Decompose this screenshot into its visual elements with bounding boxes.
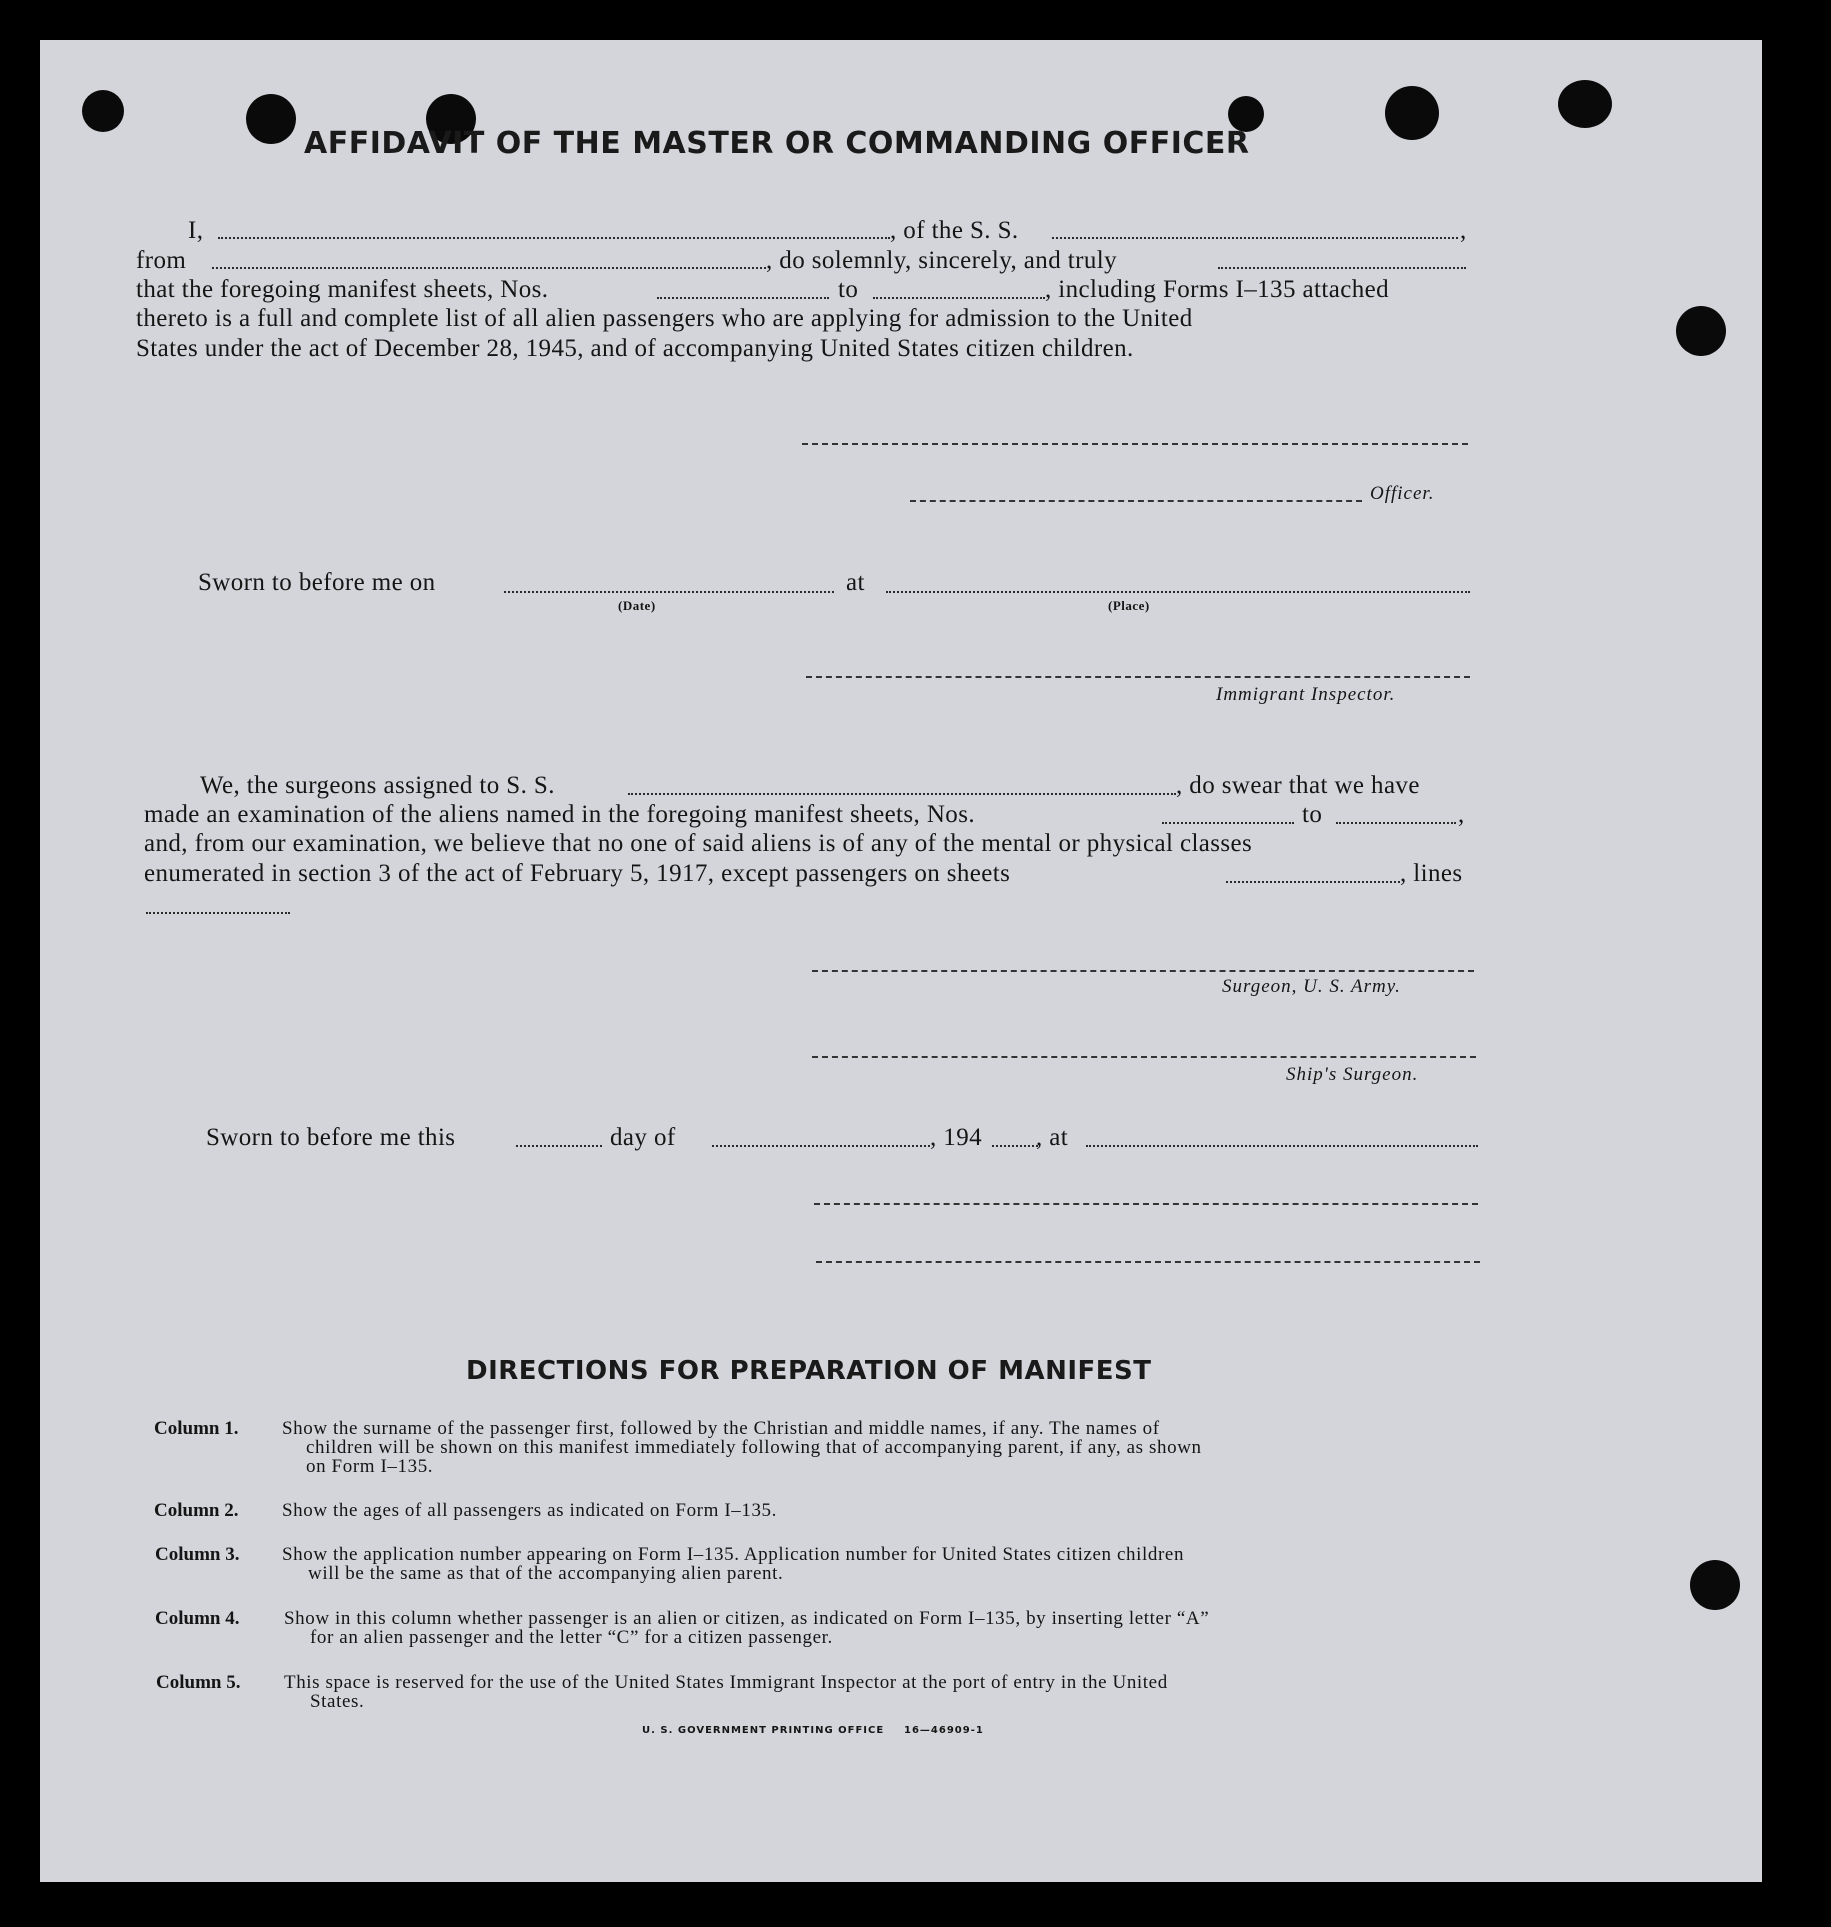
port-from-field[interactable]: [212, 267, 766, 269]
inspector-label: Immigrant Inspector.: [1216, 684, 1396, 705]
direction-label: Column 2.: [154, 1500, 239, 1521]
date-caption: (Date): [618, 598, 656, 613]
direction-label: Column 1.: [154, 1418, 239, 1439]
direction-text: on Form I–135.: [306, 1456, 434, 1477]
surgeons-text: , lines: [1400, 860, 1463, 887]
ship-name-field[interactable]: [1052, 237, 1458, 239]
except-lines-field[interactable]: [146, 912, 290, 914]
direction-text: Show the application number appearing on Form I–135. Application number for United States citizen children: [282, 1544, 1185, 1565]
affidavit-text: from: [136, 247, 187, 274]
surgeons-text: ,: [1458, 801, 1465, 828]
sworn-text: Sworn to before me this: [206, 1124, 456, 1151]
officer-label: Officer.: [1370, 483, 1435, 504]
sworn-day-field[interactable]: [516, 1145, 602, 1147]
punch-hole: [1676, 306, 1726, 356]
direction-text: States.: [310, 1691, 365, 1712]
sworn-year-field[interactable]: [992, 1145, 1038, 1147]
army-surgeon-label: Surgeon, U. S. Army.: [1222, 976, 1401, 997]
officer-title-line[interactable]: [910, 500, 1362, 502]
surgeons-text: and, from our examination, we believe that no one of said aliens is of any of the mental or physical classes: [144, 830, 1253, 857]
oath-field[interactable]: [1218, 267, 1466, 269]
affidavit-text: , of the S. S.: [890, 217, 1019, 244]
except-sheets-field[interactable]: [1226, 881, 1400, 883]
direction-text: children will be shown on this manifest immediately following that of accompanying parent, if any, as shown: [306, 1437, 1202, 1458]
direction-label: Column 3.: [155, 1544, 240, 1565]
army-surgeon-signature-line[interactable]: [812, 970, 1474, 972]
sworn-text: at: [846, 569, 865, 596]
officer-signature-line[interactable]: [802, 443, 1468, 445]
surgeons-text: enumerated in section 3 of the act of February 5, 1917, except passengers on sheets: [144, 860, 1011, 887]
affidavit-text: ,: [1460, 217, 1467, 244]
sheet-from-field[interactable]: [657, 297, 829, 299]
punch-hole: [1690, 1560, 1740, 1610]
signature-line[interactable]: [814, 1203, 1478, 1205]
surgeon-sheet-from-field[interactable]: [1162, 822, 1294, 824]
affidavit-text: , do solemnly, sincerely, and truly: [766, 247, 1117, 274]
direction-text: for an alien passenger and the letter “C” for a citizen passenger.: [310, 1627, 833, 1648]
affidavit-text: thereto is a full and complete list of all alien passengers who are applying for admission to the United: [136, 305, 1193, 332]
ship-surgeon-signature-line[interactable]: [812, 1056, 1476, 1058]
affidavit-text: States under the act of December 28, 1945, and of accompanying United States citizen children.: [136, 335, 1134, 362]
surgeon-sheet-to-field[interactable]: [1336, 822, 1456, 824]
direction-text: will be the same as that of the accompanying alien parent.: [308, 1563, 784, 1584]
affidavit-text: , including Forms I–135 attached: [1045, 276, 1389, 303]
sworn-text: Sworn to before me on: [198, 569, 436, 596]
form-code: 16—46909-1: [904, 1725, 984, 1736]
directions-title: DIRECTIONS FOR PREPARATION OF MANIFEST: [466, 1356, 1152, 1386]
affidavit-text: I,: [188, 217, 204, 244]
signature-line[interactable]: [816, 1261, 1480, 1263]
surgeons-text: to: [1302, 801, 1323, 828]
inspector-signature-line[interactable]: [806, 676, 1470, 678]
sworn-text: , 194: [930, 1124, 982, 1151]
punch-hole: [1385, 86, 1439, 140]
sworn-month-field[interactable]: [712, 1145, 930, 1147]
affidavit-text: that the foregoing manifest sheets, Nos.: [136, 276, 549, 303]
ship-surgeon-label: Ship's Surgeon.: [1286, 1064, 1419, 1085]
sworn-text: , at: [1036, 1124, 1069, 1151]
direction-text: Show the ages of all passengers as indicated on Form I–135.: [282, 1500, 777, 1521]
printer-imprint: U. S. GOVERNMENT PRINTING OFFICE: [642, 1725, 885, 1736]
surgeons-text: We, the surgeons assigned to S. S.: [200, 772, 555, 799]
punch-hole: [246, 94, 296, 144]
affidavit-text: to: [838, 276, 859, 303]
direction-label: Column 4.: [155, 1608, 240, 1629]
punch-hole: [1558, 80, 1612, 128]
punch-hole: [82, 90, 124, 132]
surgeons-text: , do swear that we have: [1176, 772, 1420, 799]
direction-label: Column 5.: [156, 1672, 241, 1693]
direction-text: This space is reserved for the use of the United States Immigrant Inspector at the port of entry in the United: [284, 1672, 1168, 1693]
page-title: AFFIDAVIT OF THE MASTER OR COMMANDING OFFICER: [304, 126, 1250, 161]
direction-text: Show in this column whether passenger is an alien or citizen, as indicated on Form I–135, by inserting letter “A”: [284, 1608, 1210, 1629]
place-caption: (Place): [1108, 598, 1150, 613]
sworn-at-field[interactable]: [1086, 1145, 1478, 1147]
direction-text: Show the surname of the passenger first, followed by the Christian and middle names, if any. The names of: [282, 1418, 1160, 1439]
sworn-place-field[interactable]: [886, 591, 1470, 593]
sworn-date-field[interactable]: [504, 591, 834, 593]
surgeons-text: made an examination of the aliens named in the foregoing manifest sheets, Nos.: [144, 801, 975, 828]
surgeon-ship-field[interactable]: [628, 793, 1176, 795]
sworn-text: day of: [610, 1124, 676, 1151]
master-name-field[interactable]: [218, 237, 890, 239]
sheet-to-field[interactable]: [873, 297, 1045, 299]
